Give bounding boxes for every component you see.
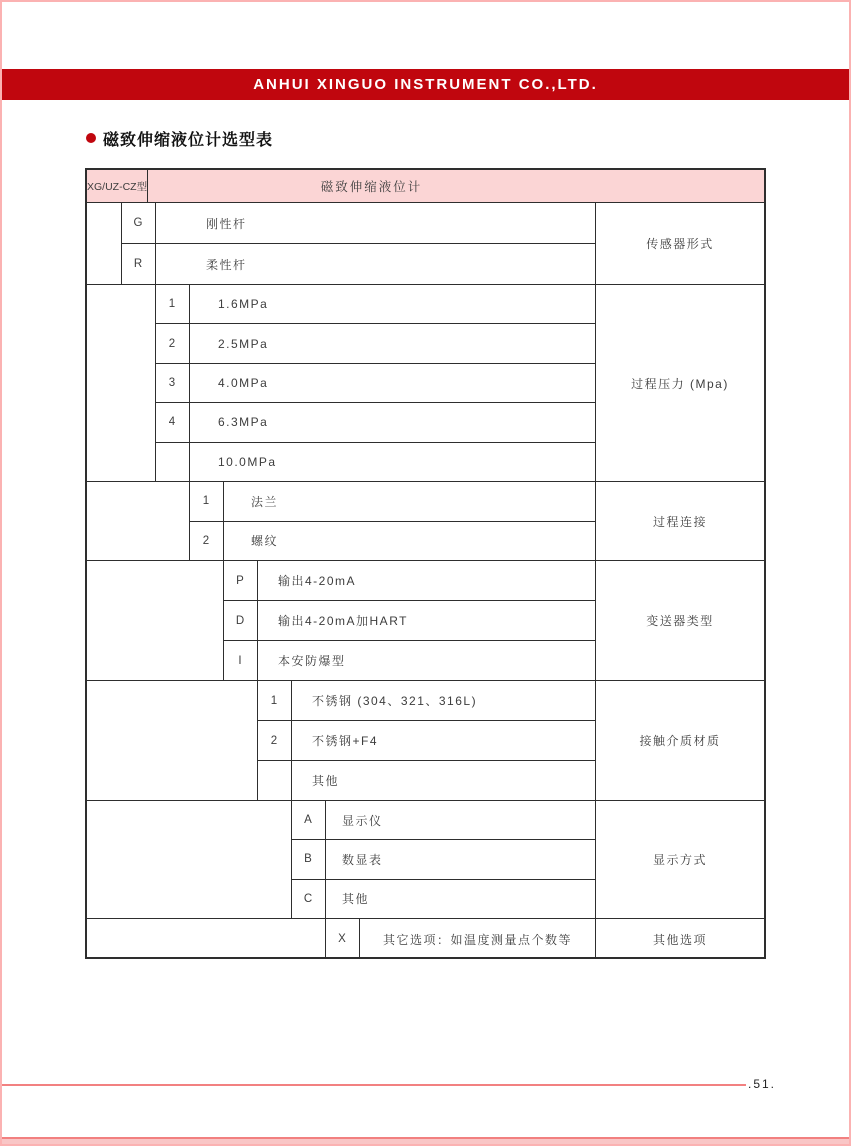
option-code-cell: 1 [190, 482, 224, 521]
option-code-cell: 2 [258, 721, 292, 760]
option-description-cell: 柔性杆 [206, 257, 247, 272]
section-label-cell: 传感器形式 [595, 203, 764, 284]
option-code-cell: 4 [156, 403, 190, 441]
table-section [87, 482, 764, 561]
table-row [258, 681, 595, 721]
option-code-cell [156, 443, 190, 481]
section-label-cell: 过程压力 (Mpa) [595, 285, 764, 481]
product-name-text: 磁致伸缩液位计 [320, 180, 423, 194]
table-row [156, 443, 595, 481]
table-row [258, 721, 595, 761]
section-label-cell: 变送器类型 [595, 561, 764, 680]
section-title-text: 磁致伸缩液位计选型表 [103, 131, 274, 149]
option-description-cell: 其它选项：如温度测量点个数等 [382, 932, 572, 947]
option-description-cell: 刚性杆 [206, 216, 247, 231]
option-description-cell: 显示仪 [342, 813, 383, 828]
section-label-cell: 其他选项 [595, 919, 764, 959]
table-row [292, 840, 595, 879]
section-rows [190, 482, 595, 560]
table-row [292, 801, 595, 840]
section-label-cell: 接触介质材质 [595, 681, 764, 800]
section-rows [326, 919, 595, 959]
table-row [156, 324, 595, 363]
table-header-row [87, 170, 764, 203]
option-description-cell: 2.5MPa [218, 336, 269, 351]
table-row [224, 561, 595, 601]
section-label-cell: 显示方式 [595, 801, 764, 918]
option-description-cell: 输出4-20mA [278, 574, 357, 588]
table-row [190, 522, 595, 561]
table-section [87, 561, 764, 681]
table-section [87, 801, 764, 919]
section-label-cell: 过程连接 [595, 482, 764, 560]
option-description-cell: 不锈钢 (304、321、316L) [312, 694, 478, 708]
company-header-bar [2, 69, 849, 100]
table-row [224, 641, 595, 680]
section-rows [156, 285, 595, 481]
option-code-cell: R [122, 244, 156, 284]
option-code-cell: 2 [190, 522, 224, 561]
table-row [122, 203, 595, 244]
section-rows [292, 801, 595, 918]
table-row [190, 482, 595, 522]
company-name: ANHUI XINGUO INSTRUMENT CO.,LTD. [253, 76, 598, 93]
page-number: .51. [748, 1077, 777, 1091]
bottom-border-bar [2, 1137, 849, 1144]
table-row [156, 285, 595, 324]
option-code-cell: P [224, 561, 258, 600]
option-description-cell: 螺纹 [251, 534, 279, 549]
option-code-cell: B [292, 840, 326, 878]
option-description-cell: 数显表 [342, 852, 383, 867]
option-description-cell: 1.6MPa [218, 297, 269, 312]
table-section [87, 203, 764, 285]
stair-blank-cell [87, 482, 190, 560]
option-code-cell: A [292, 801, 326, 839]
option-description-cell: 4.0MPa [218, 376, 269, 391]
stair-blank-cell [87, 681, 258, 800]
section-rows [258, 681, 595, 800]
option-code-cell: I [224, 641, 258, 680]
option-description-cell: 输出4-20mA加HART [278, 614, 408, 628]
section-title [86, 126, 273, 150]
table-row [122, 244, 595, 284]
bullet-icon [86, 133, 96, 143]
option-description-cell: 本安防爆型 [278, 654, 346, 668]
option-description-cell: 6.3MPa [218, 415, 269, 430]
option-description-cell: 其他 [312, 774, 340, 788]
stair-blank-cell [87, 203, 122, 284]
table-row [326, 919, 595, 959]
table-row [292, 880, 595, 918]
section-rows [122, 203, 595, 284]
model-code-cell: XG/UZ-CZ型 [87, 170, 148, 202]
option-description-cell: 10.0MPa [218, 454, 277, 469]
option-code-cell: 3 [156, 364, 190, 402]
option-code-cell [258, 761, 292, 800]
footer-rule [2, 1084, 746, 1086]
option-description-cell: 其他 [342, 892, 370, 907]
stair-blank-cell [87, 801, 292, 918]
table-section [87, 285, 764, 482]
product-name-cell [148, 170, 764, 202]
option-code-cell: G [122, 203, 156, 243]
table-row [156, 403, 595, 442]
table-section [87, 681, 764, 801]
table-section [87, 919, 764, 959]
model-selection-table [85, 168, 766, 959]
option-code-cell: X [326, 919, 360, 959]
option-code-cell: 2 [156, 324, 190, 362]
option-code-cell: 1 [156, 285, 190, 323]
option-description-cell: 不锈钢+F4 [312, 734, 379, 748]
section-rows [224, 561, 595, 680]
stair-blank-cell [87, 919, 326, 959]
table-row [156, 364, 595, 403]
stair-blank-cell [87, 285, 156, 481]
option-code-cell: D [224, 601, 258, 640]
stair-blank-cell [87, 561, 224, 680]
option-code-cell: 1 [258, 681, 292, 720]
table-row [258, 761, 595, 800]
option-code-cell: C [292, 880, 326, 918]
option-description-cell: 法兰 [251, 494, 279, 509]
table-row [224, 601, 595, 641]
